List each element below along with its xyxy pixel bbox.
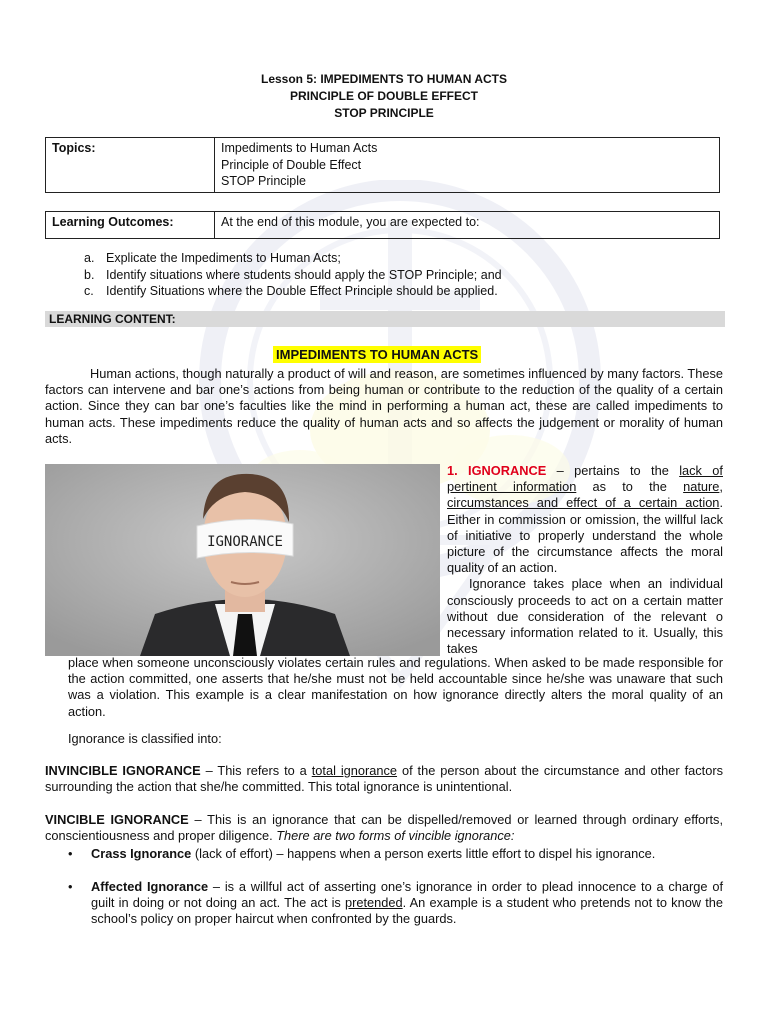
outcomes-intro: At the end of this module, you are expected to:	[215, 212, 720, 239]
learning-content-bar: LEARNING CONTENT:	[45, 311, 725, 327]
topics-list	[215, 138, 720, 193]
blindfold-text: IGNORANCE	[207, 534, 283, 550]
bullet-dot: •	[68, 879, 73, 894]
outcomes-table	[45, 211, 720, 239]
vincible-ignorance-paragraph: VINCIBLE IGNORANCE – This is an ignorance that can be dispelled/removed or learned through ordinary efforts, conscientiousness and proper diligence. There are two forms of vincible ignorance:	[45, 812, 724, 844]
topic-item: STOP Principle	[221, 174, 306, 188]
lesson-subtitle-2: STOP PRINCIPLE	[334, 106, 434, 120]
list-item: • Affected Ignorance – is a willful act of asserting one’s ignorance in order to plead innocence to a charge of guilt in doing or not doing an act. The act is pretended. An example is a student who pretends not to know the school’s policy on proper haircut when confronted by the guards.	[68, 879, 723, 927]
list-item: • Crass Ignorance (lack of effort) – happens when a person exerts little effort to dispel his ignorance.	[68, 846, 656, 861]
invincible-ignorance-paragraph: INVINCIBLE IGNORANCE – This refers to a total ignorance of the person about the circumstance and other factors surrounding the action that she/he committed. This total ignorance is unintentional.	[45, 763, 723, 795]
ignorance-definition: 1. IGNORANCE – pertains to the lack of pertinent information as to the nature, circumstances and effect of a certain action. Either in commission or omission, the willful lack of initiative to properly understand the whole picture of the circumstance affects the moral quality of an action. Ignorance takes place when an individual consciously proceeds to act on a certain matter without due consideration of the relevant o necessary information related to it. Usually, this takes	[447, 463, 723, 657]
blindfolded-man-image	[45, 464, 440, 656]
ignorance-continuation: place when someone unconsciously violates certain rules and regulations. When asked to be made responsible for the action committed, one asserts that he/she must not be held accountable since he/she was unaware that such was a violation. This example is a clear manifestation on how ignorance directly alters the moral quality of an action.	[68, 655, 723, 719]
affected-ignorance-term: Affected Ignorance	[91, 879, 209, 894]
outcomes-label: Learning Outcomes:	[46, 212, 215, 239]
topics-table	[45, 137, 720, 193]
outcomes-list	[84, 250, 502, 300]
invincible-term: INVINCIBLE IGNORANCE	[45, 763, 201, 778]
section-heading: IMPEDIMENTS TO HUMAN ACTS	[273, 346, 481, 363]
list-item: c. Identify Situations where the Double Effect Principle should be applied.	[84, 284, 498, 298]
list-item: b. Identify situations where students should apply the STOP Principle; and	[84, 267, 502, 282]
lesson-subtitle-1: PRINCIPLE OF DOUBLE EFFECT	[289, 89, 478, 103]
intro-paragraph: Human actions, though naturally a product of will and reason, are sometimes influenced by many factors. These factors can intervene and bar one’s actions from being human or contribute to the reduction of the quality of a certain action. Since they can bar one’s faculties like the mind in performing a human act, these are called impediments to human acts. These impediments reduce the quality of human acts and so affects the judgement or morality of human acts.	[45, 366, 723, 446]
list-item: a. Explicate the Impediments to Human Acts;	[84, 251, 341, 265]
bullet-dot: •	[68, 846, 73, 861]
lesson-title: Lesson 5: IMPEDIMENTS TO HUMAN ACTS	[260, 72, 508, 86]
vincible-term: VINCIBLE IGNORANCE	[45, 812, 189, 827]
topic-item: Impediments to Human Acts	[221, 141, 378, 155]
ignorance-term: 1. IGNORANCE	[447, 463, 547, 478]
topics-label: Topics:	[46, 138, 215, 193]
classification-intro: Ignorance is classified into:	[68, 731, 222, 746]
topic-item: Principle of Double Effect	[221, 157, 362, 172]
crass-ignorance-term: Crass Ignorance	[91, 846, 192, 861]
